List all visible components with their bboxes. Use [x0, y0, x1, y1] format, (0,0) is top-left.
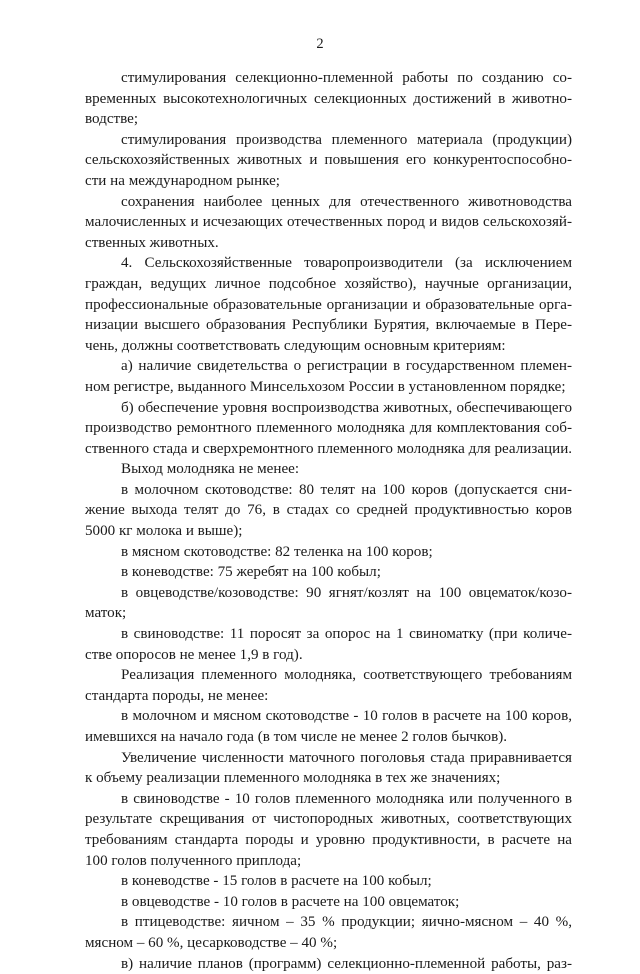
- paragraph: [85, 892, 572, 913]
- text-line: результате скрещивания от чистопородных животных, соответствующих: [85, 811, 572, 828]
- text-line: в коневодстве: 75 жеребят на 100 кобыл;: [121, 564, 381, 581]
- text-line: в свиноводстве: 11 поросят за опорос на 1 свиноматку (при количе-: [121, 626, 572, 643]
- paragraph: [85, 583, 572, 624]
- paragraph: [85, 130, 572, 192]
- text-line: в молочном и мясном скотоводстве - 10 голов в расчете на 100 коров,: [121, 708, 572, 725]
- paragraph: [85, 562, 572, 583]
- text-line: временных высокотехнологичных селекционных достижений в животно-: [85, 90, 572, 107]
- document-body: [85, 68, 572, 974]
- text-line: имевшихся на начало года (в том числе не менее 2 голов бычков).: [85, 729, 508, 745]
- paragraph: [85, 954, 572, 974]
- text-line: в молочном скотоводстве: 80 телят на 100 коров (допускается сни-: [121, 481, 572, 498]
- text-line: Реализация племенного молодняка, соответствующего требованиям: [121, 667, 572, 684]
- text-line: стандарта породы, не менее:: [85, 687, 269, 704]
- text-line: в овцеводстве/козоводстве: 90 ягнят/козлят на 100 овцематок/козо-: [121, 584, 572, 601]
- text-line: 5000 кг молока и выше);: [85, 523, 243, 540]
- paragraph: [85, 480, 572, 542]
- text-line: мясном – 60 %, цесарководстве – 40 %;: [85, 934, 338, 951]
- text-line: граждан, ведущих личное подсобное хозяйство), научные организации,: [85, 275, 572, 292]
- text-line: сти на международном рынке;: [85, 172, 280, 189]
- paragraph: [85, 706, 572, 747]
- text-line: водстве;: [85, 111, 139, 128]
- paragraph: [85, 68, 572, 130]
- text-line: производство ремонтного племенного молодняка для комплектования соб-: [85, 420, 572, 437]
- text-line: сохранения наиболее ценных для отечественного животноводства: [121, 193, 572, 210]
- paragraph: [85, 871, 572, 892]
- text-line: б) обеспечение уровня воспроизводства животных, обеспечивающего: [121, 399, 572, 416]
- paragraph: [85, 356, 572, 397]
- paragraph: [85, 192, 572, 254]
- text-line: ном регистре, выданного Минсельхозом России в установленном порядке;: [85, 378, 566, 395]
- text-line: в) наличие планов (программ) селекционно-племенной работы, раз-: [121, 955, 572, 972]
- paragraph: [85, 624, 572, 665]
- paragraph: [85, 398, 572, 460]
- text-line: к объему реализации племенного молодняка в тех же значениях;: [85, 770, 501, 787]
- text-line: Выход молодняка не менее:: [121, 461, 300, 478]
- paragraph: [85, 789, 572, 871]
- text-line: в овцеводстве - 10 голов в расчете на 100 овцематок;: [121, 893, 460, 910]
- text-line: сельскохозяйственных животных и повышения его конкурентоспособно-: [85, 152, 572, 169]
- page-number: 2: [316, 36, 324, 52]
- text-line: профессиональные образовательные организации и образовательные орга-: [85, 296, 572, 313]
- text-line: в коневодстве - 15 голов в расчете на 100 кобыл;: [121, 873, 432, 890]
- text-line: ственных животных.: [85, 234, 219, 251]
- text-line: стимулирования производства племенного материала (продукции): [121, 131, 572, 148]
- paragraph: [85, 253, 572, 356]
- text-line: маток;: [85, 605, 127, 622]
- paragraph: [85, 748, 572, 789]
- paragraph: [85, 912, 572, 953]
- paragraph: [85, 665, 572, 706]
- text-line: низации высшего образования Республики Бурятия, включаемые в Пере-: [85, 317, 572, 334]
- text-line: малочисленных и исчезающих отечественных пород и видов сельскохозяй-: [85, 214, 572, 231]
- text-line: в свиноводстве - 10 голов племенного молодняка или полученного в: [121, 790, 572, 807]
- text-line: ственного стада и сверхремонтного племенного молодняка для реализации.: [85, 440, 573, 457]
- text-line: 4. Сельскохозяйственные товаропроизводители (за исключением: [121, 255, 572, 272]
- text-line: требованиям стандарта породы и уровню продуктивности, в расчете на: [85, 831, 572, 848]
- paragraph: [85, 542, 572, 563]
- text-line: а) наличие свидетельства о регистрации в государственном племен-: [121, 358, 572, 375]
- text-line: стве опоросов не менее 1,9 в год).: [85, 646, 303, 663]
- paragraph: [85, 459, 572, 480]
- text-line: в мясном скотоводстве: 82 теленка на 100 коров;: [121, 543, 433, 560]
- text-line: стимулирования селекционно-племенной работы по созданию со-: [121, 70, 572, 86]
- text-line: жение выхода телят до 76, в стадах со средней продуктивностью коров: [85, 502, 572, 519]
- text-line: чень, должны соответствовать следующим основным критериям:: [85, 337, 506, 354]
- text-line: 100 голов полученного приплода;: [85, 852, 302, 869]
- text-line: Увеличение численности маточного поголовья стада приравнивается: [121, 749, 572, 766]
- text-line: в птицеводстве: яичном – 35 % продукции; яично-мясном – 40 %,: [121, 914, 572, 931]
